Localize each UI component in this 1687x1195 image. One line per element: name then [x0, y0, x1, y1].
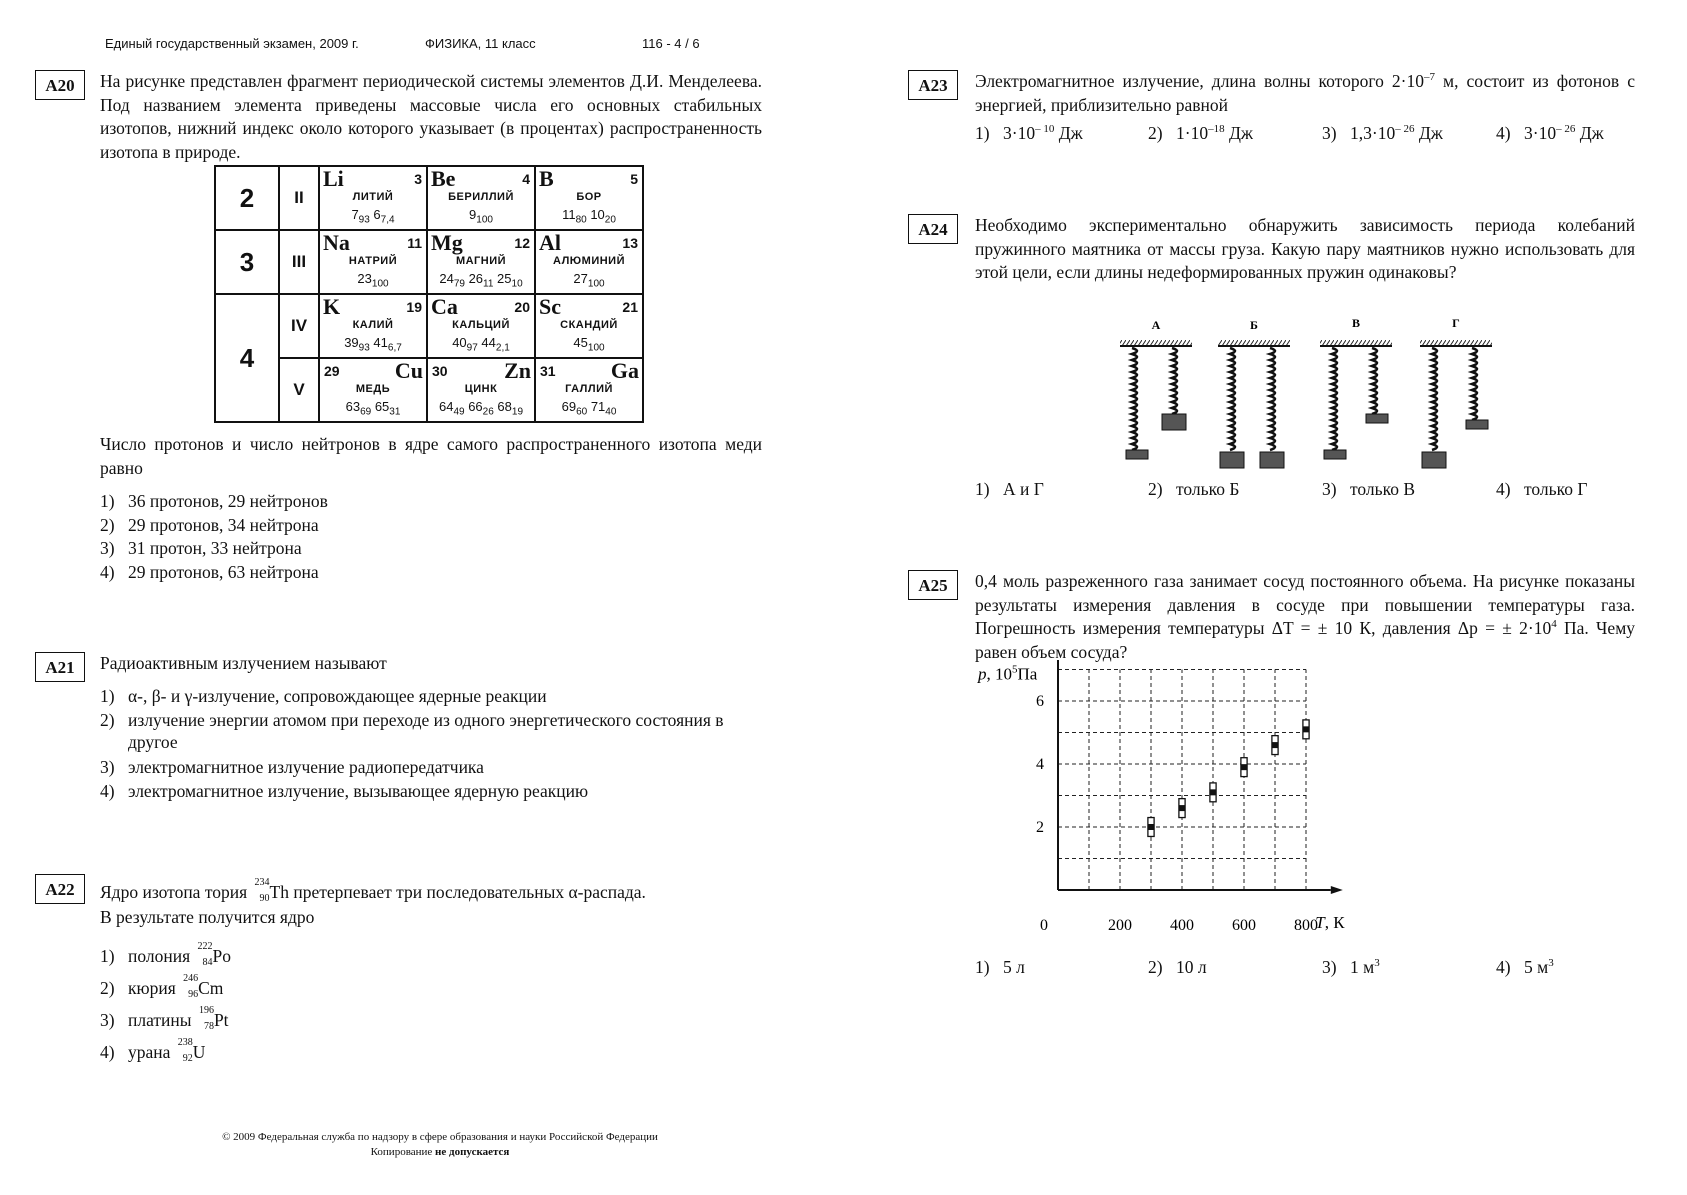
periodic-row: [215, 358, 643, 422]
isotopes: [320, 207, 426, 226]
a24-text: Необходимо экспериментально обнаружить зависимость периода колебаний пружинного маятника от массы груза. Какую пару маятников нужно использовать для этой цели, если длины недеформированных пружин одинаковы?: [975, 215, 1635, 282]
thorium-nuclide: 234 90: [254, 877, 270, 904]
isotope-mass: 63: [345, 399, 361, 414]
element-cell: [319, 358, 427, 422]
element-cell: [535, 358, 643, 422]
isotope-mass: 69: [561, 399, 577, 414]
a25-option-2[interactable]: 2) 10 л: [1148, 957, 1207, 977]
row-group: IV: [279, 294, 319, 358]
atomic-number: 3: [414, 171, 422, 187]
a25-option-1[interactable]: 1) 5 л: [975, 957, 1025, 977]
atomic-number: 11: [407, 235, 422, 251]
a24-option-2[interactable]: 2) только Б: [1148, 479, 1240, 499]
atomic-number: 13: [622, 235, 638, 251]
data-point: [1179, 799, 1185, 818]
a20-question: Число протонов и число нейтронов в ядре самого распространенного изотопа меди равно: [100, 434, 762, 478]
a23-option-1[interactable]: 1) $3\cdot 10^{- 10}$ Дж: [975, 123, 1083, 143]
atomic-number: 19: [406, 299, 422, 315]
isotope-abundance: 31: [389, 406, 401, 418]
isotope-mass: 24: [439, 271, 454, 286]
isotope-abundance: 100: [587, 278, 605, 290]
a20-text: На рисунке представлен фрагмент периодической системы элементов Д.И. Менделеева. Под названием элемента приведены массовые числа его основных стабильных изотопов, нижний индекс около которого указывает (в процентах) распространенность изотопа в природе.: [100, 71, 762, 162]
point-marker: [1148, 824, 1154, 830]
isotopes: [428, 399, 534, 418]
isotope-mass: 68: [497, 399, 512, 414]
isotopes: [428, 335, 534, 354]
isotope-mass: 44: [481, 335, 496, 350]
atomic-number: 30: [432, 363, 448, 379]
isotope-abundance: 40: [605, 406, 617, 418]
periodic-table: [214, 165, 644, 423]
element-symbol: Mg: [431, 230, 463, 255]
header-page: 116 - 4 / 6: [642, 36, 700, 51]
element-name: ЦИНК: [464, 383, 498, 395]
a21-option-4[interactable]: 4) электромагнитное излучение, вызывающее ядерную реакцию: [100, 781, 589, 801]
a21-text: Радиоактивным излучением называют: [100, 653, 387, 673]
atomic-number: 20: [514, 299, 530, 315]
element-cell: [427, 230, 535, 294]
period-number: 3: [215, 230, 279, 294]
element-name: АЛЮМИНИЙ: [553, 255, 625, 267]
isotopes: [320, 335, 426, 354]
isotope-mass: 27: [573, 271, 588, 286]
isotope-mass: 10: [590, 207, 605, 222]
point-marker: [1303, 726, 1309, 732]
atomic-number: 21: [622, 299, 638, 315]
isotope-mass: 11: [562, 207, 576, 222]
isotope-abundance: 80: [575, 214, 587, 226]
element-cell: [535, 294, 643, 358]
point-marker: [1210, 789, 1216, 795]
element-symbol: Ga: [610, 358, 639, 383]
element-cell: [319, 294, 427, 358]
element-name: КАЛИЙ: [352, 319, 394, 331]
isotope-abundance: 2,1: [495, 342, 510, 354]
element-symbol: Ca: [431, 294, 458, 319]
isotopes: [428, 207, 534, 226]
isotope-abundance: 100: [371, 278, 389, 290]
header-subject: ФИЗИКА, 11 класс: [425, 36, 536, 51]
isotope-mass: 71: [590, 399, 606, 414]
element-symbol: Na: [323, 230, 350, 255]
pendulum-b: [1218, 318, 1290, 468]
isotopes: [536, 399, 642, 418]
footer-copyright: © 2009 Федеральная служба по надзору в сфере образования и науки Российской Федерации: [222, 1131, 658, 1143]
element-name: СКАНДИЙ: [560, 319, 618, 331]
a25-option-4[interactable]: 4) 5 $м^3$: [1496, 957, 1554, 977]
pendulum-v: [1320, 316, 1392, 459]
a25-option-3[interactable]: 3) 1 $м^3$: [1322, 957, 1380, 977]
row-group: II: [279, 166, 319, 230]
a22-option-2[interactable]: 2) кюрия 246 96 Cm: [100, 973, 224, 1000]
isotope-mass: 41: [373, 335, 388, 350]
y-axis-label: p, $10^5Па$: [978, 663, 1038, 684]
a23-option-4[interactable]: 4) $3\cdot 10^{- 26}$ Дж: [1496, 123, 1604, 143]
footer: [140, 1130, 740, 1160]
point-marker: [1179, 805, 1185, 811]
isotope-mass: 39: [344, 335, 359, 350]
element-symbol: Li: [323, 166, 344, 191]
row-group: III: [279, 230, 319, 294]
spring-pendulums-figure: [1110, 310, 1500, 480]
isotope-abundance: 6,7: [387, 342, 402, 354]
origin-label: 0: [1040, 917, 1048, 934]
atomic-number: 29: [324, 363, 340, 379]
isotope-mass: 9: [469, 207, 477, 222]
element-symbol: B: [539, 166, 554, 191]
isotope-mass: 65: [374, 399, 390, 414]
x-tick-label: 600: [1232, 917, 1256, 934]
isotope-mass: 23: [357, 271, 372, 286]
isotopes: [536, 335, 642, 354]
period-number: 2: [215, 166, 279, 230]
element-name: КАЛЬЦИЙ: [452, 319, 510, 331]
periodic-row: [215, 294, 643, 358]
isotopes: [428, 271, 534, 290]
periodic-row: [215, 166, 643, 230]
element-cell: [427, 294, 535, 358]
a20-option-1[interactable]: 1) 36 протонов, 29 нейтронов: [100, 491, 328, 511]
pendulum-label-g: Г: [1452, 316, 1460, 330]
isotopes: [320, 399, 426, 418]
isotope-abundance: 49: [453, 406, 465, 418]
question-label-a23: А23: [908, 70, 958, 100]
isotopes: [536, 271, 642, 290]
data-point: [1148, 818, 1154, 837]
element-symbol: Cu: [394, 358, 423, 383]
atomic-number: 31: [540, 363, 556, 379]
element-cell: [319, 230, 427, 294]
x-tick-label: 200: [1108, 917, 1132, 934]
element-symbol: Sc: [539, 294, 561, 319]
footer-copying: Копирование не допускается: [370, 1146, 510, 1158]
y-tick-label: 2: [1036, 819, 1044, 836]
element-name: ЛИТИЙ: [352, 191, 394, 203]
question-label-a24: А24: [908, 214, 958, 244]
a25-text: 0,4 моль разреженного газа занимает сосуд постоянного объема. На рисунке показаны результаты измерения давления в сосуде при повышении температуры газа. Погрешность измерения температуры ΔT = ± 10 К, давления Δp = ± $2\cdot 10^4$ Па. Чему равен объем сосуда?: [975, 571, 1636, 662]
isotope-mass: 25: [497, 271, 512, 286]
x-tick-label: 800: [1294, 917, 1318, 934]
question-label-a25: А25: [908, 570, 958, 600]
pendulum-label-v: В: [1351, 316, 1361, 330]
isotope-mass: 6: [373, 207, 381, 222]
isotope-abundance: 93: [358, 214, 370, 226]
pendulum-label-a: А: [1151, 318, 1161, 332]
a23-text: Электромагнитное излучение, длина волны которого $2\cdot 10^{-7}$ м, состоит из фотонов с энергией, приблизительно равной: [975, 71, 1635, 115]
a22-text: Ядро изотопа тория 234 90 Th претерпевает три последовательных α-распада.: [100, 877, 646, 904]
isotope-abundance: 69: [360, 406, 372, 418]
element-cell: [319, 166, 427, 230]
pressure-temperature-chart: [970, 660, 1370, 950]
a23-option-2[interactable]: 2) $1\cdot 10^{-18}$ Дж: [1148, 123, 1253, 143]
element-symbol: K: [323, 294, 341, 319]
data-point: [1303, 720, 1309, 739]
isotope-mass: 40: [452, 335, 467, 350]
x-axis-label: T, К: [1315, 913, 1345, 932]
header-exam: Единый государственный экзамен, 2009 г.: [105, 36, 359, 51]
isotope-mass: 7: [351, 207, 359, 222]
isotope-abundance: 100: [587, 342, 605, 354]
x-axis-arrow: [1331, 886, 1343, 894]
isotope-abundance: 7,4: [380, 214, 395, 226]
atomic-number: 12: [514, 235, 530, 251]
x-tick-label: 400: [1170, 917, 1194, 934]
isotope-abundance: 97: [466, 342, 478, 354]
pendulum-g: [1420, 316, 1492, 468]
a20-option-2[interactable]: 2) 29 протонов, 34 нейтрона: [100, 515, 319, 535]
a20-option-3[interactable]: 3) 31 протон, 33 нейтрона: [100, 538, 302, 558]
y-tick-label: 6: [1036, 693, 1044, 710]
element-symbol: Be: [431, 166, 456, 191]
element-name: НАТРИЙ: [348, 255, 398, 267]
a24-option-3[interactable]: 3) только В: [1322, 479, 1416, 499]
atomic-number: 4: [522, 171, 530, 187]
a24-option-4[interactable]: 4) только Г: [1496, 479, 1588, 499]
isotope-mass: 45: [573, 335, 588, 350]
isotopes: [320, 271, 426, 290]
isotope-mass: 66: [468, 399, 483, 414]
isotope-mass: 26: [468, 271, 484, 286]
question-label-a21: А21: [35, 652, 85, 682]
a22-option-3[interactable]: 3) платины 196 78 Pt: [100, 1005, 229, 1032]
isotope-abundance: 19: [511, 406, 524, 418]
isotope-abundance: 11: [483, 278, 494, 290]
a24-option-1[interactable]: 1) А и Г: [975, 479, 1044, 499]
a22-option-1[interactable]: 1) полония 222 84 Po: [100, 941, 232, 968]
period-number: 4: [215, 294, 279, 422]
isotope-abundance: 100: [476, 214, 493, 226]
a22-text-2: В результате получится ядро: [100, 907, 315, 927]
question-label-a22: А22: [35, 874, 85, 904]
element-name: МАГНИЙ: [455, 255, 507, 267]
isotope-abundance: 60: [576, 406, 588, 418]
isotope-abundance: 93: [358, 342, 370, 354]
a22-option-4[interactable]: 4) урана 238 92 U: [100, 1037, 206, 1064]
atomic-number: 5: [630, 171, 638, 187]
element-cell: [427, 358, 535, 422]
a21-option-3[interactable]: 3) электромагнитное излучение радиопередатчика: [100, 757, 484, 777]
a21-option-1[interactable]: 1) α-, β- и γ-излучение, сопровождающее ядерные реакции: [100, 686, 547, 706]
element-name: ГАЛЛИЙ: [565, 383, 613, 395]
data-point: [1210, 783, 1216, 802]
element-cell: [535, 166, 643, 230]
element-cell: [427, 166, 535, 230]
isotope-abundance: 10: [511, 278, 523, 290]
pendulum-label-b: Б: [1250, 318, 1258, 332]
element-name: МЕДЬ: [355, 383, 391, 395]
isotopes: [536, 207, 642, 226]
element-name: БЕРИЛЛИЙ: [448, 191, 514, 203]
isotope-abundance: 26: [482, 406, 494, 418]
isotope-abundance: 20: [604, 214, 616, 226]
pendulum-a: [1120, 318, 1192, 459]
y-tick-label: 4: [1036, 756, 1044, 773]
chart-grid: [1058, 670, 1306, 891]
a20-option-4[interactable]: 4) 29 протонов, 63 нейтрона: [100, 562, 319, 582]
question-label-a20: А20: [35, 70, 85, 100]
a23-option-3[interactable]: 3) $1,3\cdot 10^{- 26}$ Дж: [1322, 123, 1443, 143]
element-symbol: Al: [539, 230, 561, 255]
element-symbol: Zn: [504, 358, 531, 383]
data-point: [1272, 736, 1278, 755]
a21-option-2[interactable]: 2) излучение энергии атомом при переходе из одного энергетического состояния в другое: [100, 710, 724, 752]
isotope-mass: 64: [438, 399, 454, 414]
point-marker: [1241, 764, 1247, 770]
element-name: БОР: [576, 191, 602, 203]
element-cell: [535, 230, 643, 294]
point-marker: [1272, 742, 1278, 748]
row-group: V: [279, 358, 319, 422]
data-point: [1241, 758, 1247, 777]
periodic-row: [215, 230, 643, 294]
isotope-abundance: 79: [453, 278, 465, 290]
